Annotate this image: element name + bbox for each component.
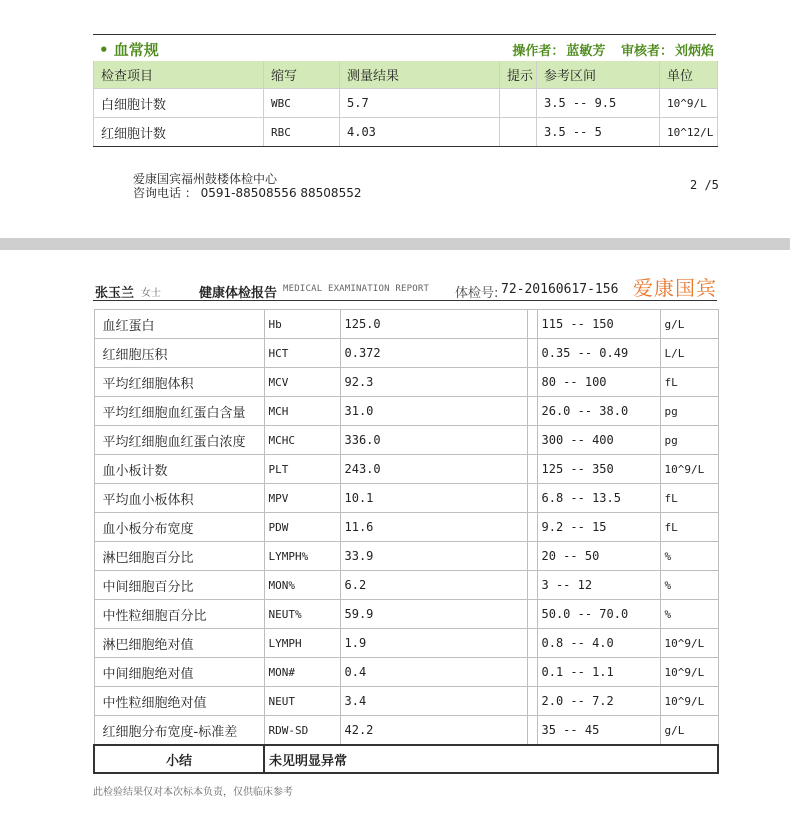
item-result: 92.3 [340,368,527,397]
item-range: 35 -- 45 [537,716,660,746]
col-header: 检查项目 [94,61,264,89]
item-range: 3.5 -- 9.5 [537,89,660,118]
item-range: 125 -- 350 [537,455,660,484]
item-range: 0.35 -- 0.49 [537,339,660,368]
table-row [94,600,718,629]
item-hint [527,426,537,455]
item-name: 中性粒细胞绝对值 [94,687,264,716]
item-range: 2.0 -- 7.2 [537,687,660,716]
item-name: 淋巴细胞绝对值 [94,629,264,658]
operator-name: 蓝敏芳 [566,44,606,59]
item-range: 0.1 -- 1.1 [537,658,660,687]
item-hint [527,310,537,339]
col-header: 参考区间 [537,61,660,89]
item-abbr: PLT [264,455,340,484]
item-hint [527,542,537,571]
item-abbr: RBC [264,118,340,147]
section-operators [510,40,714,59]
item-range: 26.0 -- 38.0 [537,397,660,426]
item-result: 59.9 [340,600,527,629]
item-abbr: NEUT% [264,600,340,629]
item-unit: fL [660,368,718,397]
item-abbr: PDW [264,513,340,542]
table-row [94,629,718,658]
item-abbr: NEUT [264,687,340,716]
item-unit: fL [660,484,718,513]
item-unit: 10^12/L [660,118,718,147]
item-name: 血小板计数 [94,455,264,484]
item-name: 白细胞计数 [94,89,264,118]
table-header-row [94,61,718,89]
col-header: 缩写 [264,61,340,89]
table-row [94,687,718,716]
item-name: 平均红细胞体积 [94,368,264,397]
table-row [94,542,718,571]
brand-logo: 爱康国宾 [633,276,717,300]
item-name: 中间细胞百分比 [94,571,264,600]
item-abbr: LYMPH% [264,542,340,571]
operator-label: 操作者： [512,44,565,59]
item-unit: pg [660,426,718,455]
item-abbr: LYMPH [264,629,340,658]
item-result: 5.7 [340,89,500,118]
page-divider [0,238,790,250]
item-hint [527,397,537,426]
item-result: 125.0 [340,310,527,339]
item-abbr: MCHC [264,426,340,455]
section-header [93,34,716,63]
item-result: 1.9 [340,629,527,658]
item-range: 0.8 -- 4.0 [537,629,660,658]
reviewer-label: 审核者： [620,44,673,59]
item-range: 115 -- 150 [537,310,660,339]
item-range: 6.8 -- 13.5 [537,484,660,513]
disclaimer: 此检验结果仅对本次标本负责，仅供临床参考 [93,787,293,798]
item-abbr: MON% [264,571,340,600]
org-phone: 咨询电话 ： 0591-88508556 88508552 [133,186,362,200]
item-name: 中性粒细胞百分比 [94,600,264,629]
table-row [94,118,718,147]
item-unit: fL [660,513,718,542]
summary-label: 小结 [94,745,264,773]
patient-name: 张玉兰 [95,286,135,301]
patient-gender: 女士 [141,288,161,299]
item-name: 平均血小板体积 [94,484,264,513]
item-unit: L/L [660,339,718,368]
table-row [94,89,718,118]
item-hint [527,600,537,629]
item-name: 红细胞压积 [94,339,264,368]
item-range: 9.2 -- 15 [537,513,660,542]
item-abbr: Hb [264,310,340,339]
summary-text: 未见明显异常 [264,745,718,773]
top-results-table [93,61,718,147]
item-name: 红细胞计数 [94,118,264,147]
item-range: 20 -- 50 [537,542,660,571]
col-header: 单位 [660,61,718,89]
col-header: 提示 [500,61,537,89]
table-row [94,513,718,542]
item-unit: 10^9/L [660,455,718,484]
item-unit: pg [660,397,718,426]
table-row [94,484,718,513]
table-row [94,455,718,484]
item-name: 血红蛋白 [94,310,264,339]
item-unit: 10^9/L [660,658,718,687]
table-row [94,339,718,368]
item-unit: g/L [660,716,718,746]
item-abbr: HCT [264,339,340,368]
main-results-table [93,309,719,774]
item-range: 3 -- 12 [537,571,660,600]
item-result: 0.372 [340,339,527,368]
item-result: 243.0 [340,455,527,484]
item-result: 42.2 [340,716,527,746]
item-hint [527,455,537,484]
item-range: 300 -- 400 [537,426,660,455]
item-hint [527,339,537,368]
item-unit: 10^9/L [660,629,718,658]
item-result: 31.0 [340,397,527,426]
item-name: 中间细胞绝对值 [94,658,264,687]
reviewer-name: 刘炳焰 [674,44,714,59]
col-header: 测量结果 [340,61,500,89]
table-row [94,426,718,455]
item-result: 10.1 [340,484,527,513]
item-unit: % [660,571,718,600]
item-range: 3.5 -- 5 [537,118,660,147]
table-row [94,571,718,600]
item-result: 11.6 [340,513,527,542]
item-hint [500,89,537,118]
table-row [94,310,718,339]
item-hint [527,571,537,600]
item-result: 6.2 [340,571,527,600]
item-abbr: RDW-SD [264,716,340,746]
item-hint [527,716,537,746]
section-title: • 血常规 [99,41,159,59]
item-result: 336.0 [340,426,527,455]
item-abbr: MCV [264,368,340,397]
item-result: 0.4 [340,658,527,687]
page-number: 2 /5 [690,178,719,192]
item-name: 平均红细胞血红蛋白浓度 [94,426,264,455]
table-row [94,397,718,426]
item-range: 80 -- 100 [537,368,660,397]
item-unit: 10^9/L [660,687,718,716]
item-hint [527,629,537,658]
item-hint [527,658,537,687]
table-row [94,716,718,746]
item-name: 红细胞分布宽度-标准差 [94,716,264,746]
item-name: 血小板分布宽度 [94,513,264,542]
item-unit: % [660,600,718,629]
report-title: 健康体检报告 [199,286,278,301]
item-result: 4.03 [340,118,500,147]
item-abbr: MPV [264,484,340,513]
org-name: 爱康国宾福州鼓楼体检中心 [133,172,278,186]
item-unit: g/L [660,310,718,339]
item-hint [527,687,537,716]
item-result: 33.9 [340,542,527,571]
item-range: 50.0 -- 70.0 [537,600,660,629]
item-name: 平均红细胞血红蛋白含量 [94,397,264,426]
exam-number-label: 体检号: [455,286,499,301]
table-row [94,368,718,397]
item-abbr: WBC [264,89,340,118]
item-unit: 10^9/L [660,89,718,118]
summary-row [94,745,718,773]
table-row [94,658,718,687]
item-hint [527,484,537,513]
item-name: 淋巴细胞百分比 [94,542,264,571]
item-abbr: MON# [264,658,340,687]
item-hint [527,368,537,397]
item-hint [500,118,537,147]
report-title-en: MEDICAL EXAMINATION REPORT [283,284,430,294]
item-hint [527,513,537,542]
footer-org [133,172,361,200]
exam-number: 72-20160617-156 [501,282,619,297]
item-abbr: MCH [264,397,340,426]
item-result: 3.4 [340,687,527,716]
report-header [93,276,717,301]
item-unit: % [660,542,718,571]
